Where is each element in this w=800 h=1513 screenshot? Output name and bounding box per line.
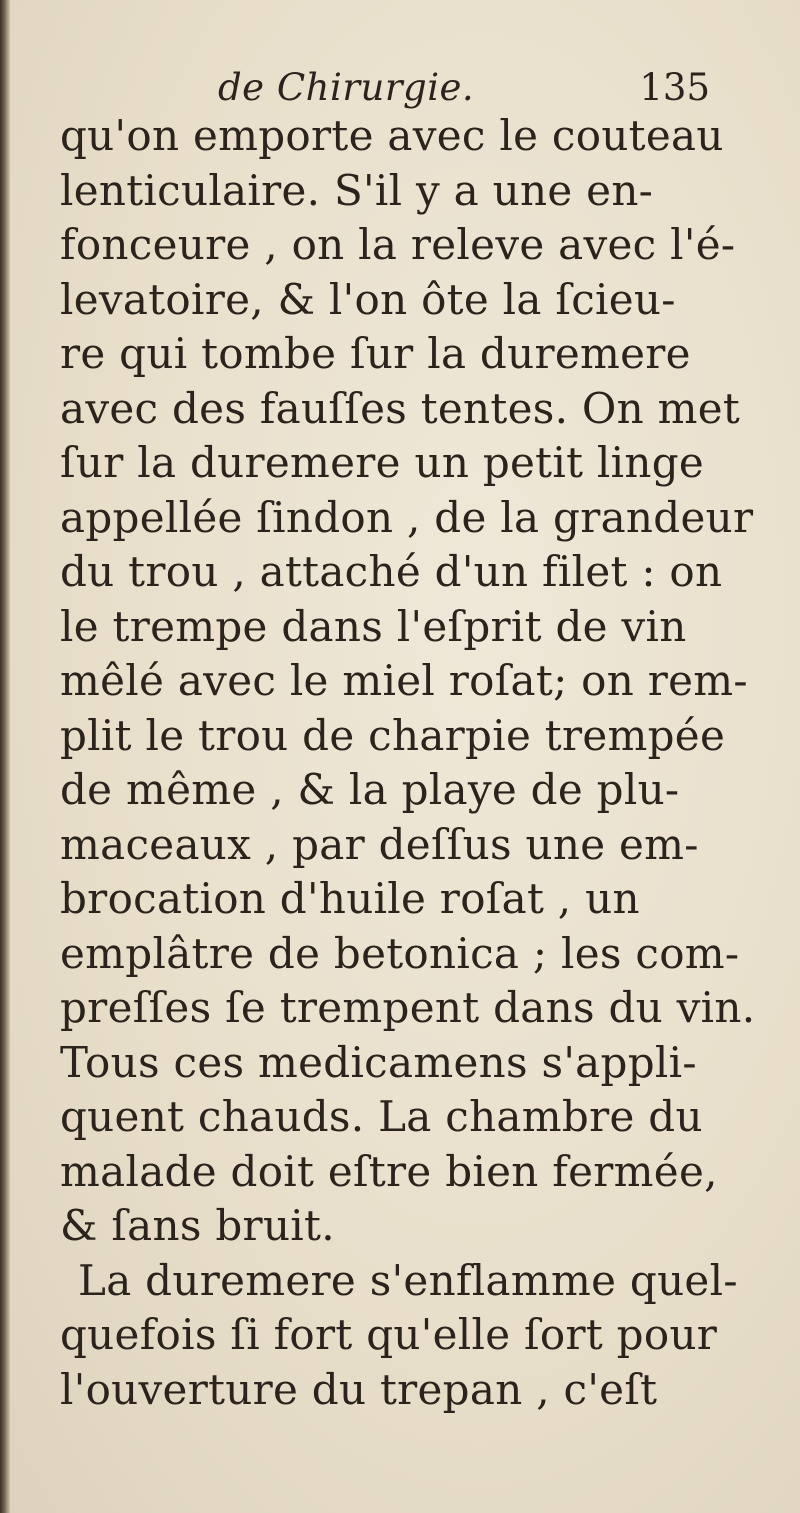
text-line: du trou , attaché d'un filet : on (60, 547, 723, 596)
page-number: 135 (639, 66, 710, 109)
text-line: preſſes ſe trempent dans du vin. (60, 983, 756, 1032)
text-line: Tous ces medicamens s'appli- (60, 1037, 697, 1087)
text-line: brocation d'huile roſat , un (60, 874, 640, 923)
text-line: de même , & la playe de plu- (60, 765, 680, 814)
text-line: quefois ſi fort qu'elle ſort pour (60, 1310, 718, 1359)
text-line: ſur la duremere un petit linge (60, 438, 705, 487)
text-line: lenticulaire. S'il y a une en- (60, 165, 654, 215)
text-line: plit le trou de charpie trempée (60, 710, 726, 760)
text-line: mêlé avec le miel roſat; on rem- (60, 656, 748, 705)
text-line: qu'on emporte avec le couteau (60, 111, 724, 160)
text-line: fonceure , on la releve avec l'é- (60, 220, 736, 269)
text-line: malade doit eſtre bien fermée, (60, 1146, 718, 1196)
binding-edge (0, 0, 10, 1513)
text-line: quent chauds. La chambre du (60, 1092, 703, 1141)
text-line: emplâtre de betonica ; les com- (60, 928, 740, 978)
body-text (60, 109, 756, 1417)
text-line: maceaux , par deſſus une em- (60, 819, 699, 869)
paragraph-start-line: La duremere s'enflamme quel- (78, 1255, 738, 1305)
running-title: de Chirurgie. (218, 66, 475, 109)
text-line: re qui tombe ſur la duremere (60, 329, 691, 378)
text-line: appellée ſindon , de la grandeur (60, 492, 754, 542)
text-line: levatoire, & l'on ôte la ſcieu- (60, 274, 676, 324)
text-line: & ſans bruit. (60, 1201, 335, 1250)
text-line: le trempe dans l'eſprit de vin (60, 601, 687, 651)
text-line: avec des fauſſes tentes. On met (60, 383, 741, 433)
text-line: l'ouverture du trepan , c'eſt (60, 1364, 658, 1414)
